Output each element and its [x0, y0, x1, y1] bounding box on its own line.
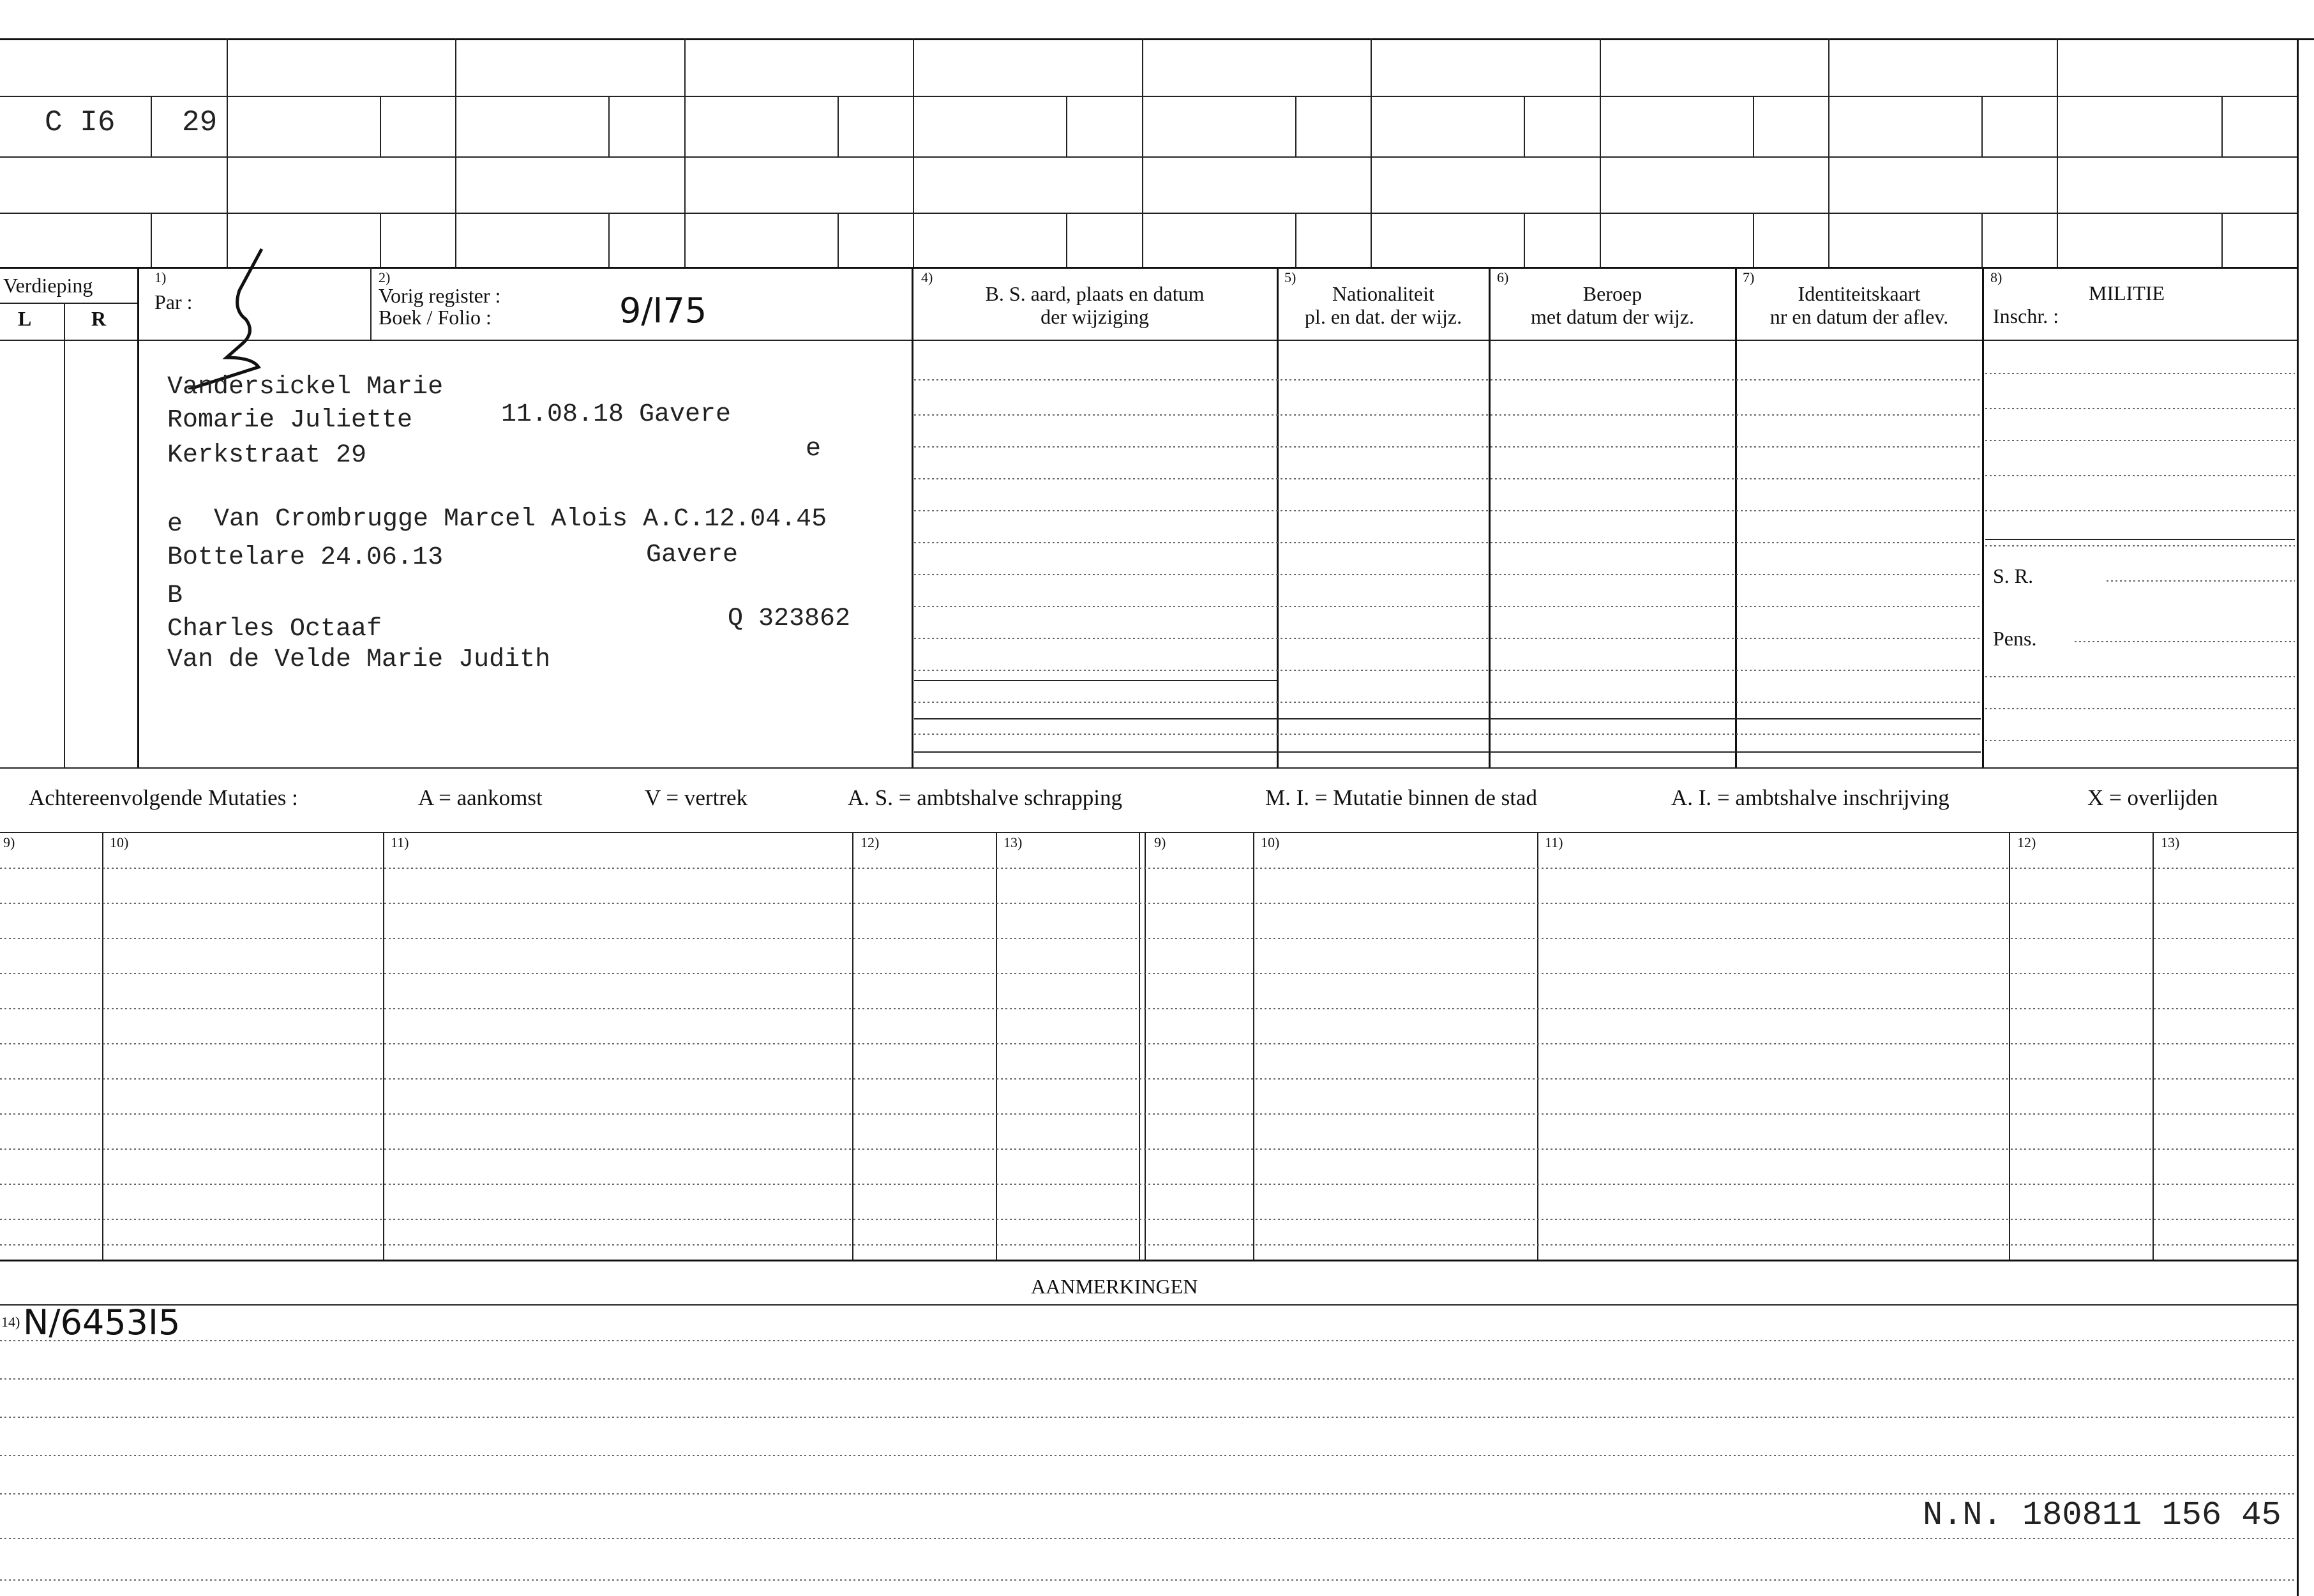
- verdieping-label: Verdieping: [3, 274, 93, 297]
- id-header-line2: nr en datum der aflev.: [1769, 305, 1949, 328]
- beroep-header-line2: met datum der wijz.: [1531, 305, 1694, 328]
- remarks-ruled-lines: [0, 1328, 2298, 1596]
- mutation-col-number: 13): [2161, 834, 2180, 850]
- boek-folio-label: Boek / Folio :: [379, 306, 492, 329]
- spouse-prefix: e: [167, 510, 183, 539]
- militie-label: MILITIE: [2089, 282, 2165, 305]
- bs-header-line1: B. S. aard, plaats en datum: [985, 282, 1205, 305]
- nat-header-line1: Nationaliteit: [1332, 282, 1434, 305]
- footnote-2: 2): [379, 269, 391, 285]
- e-mark: e: [806, 435, 822, 463]
- person-name-line1: Vandersickel Marie: [167, 373, 444, 402]
- id-card-number: Q 323862: [728, 605, 851, 633]
- mutation-col-number: 9): [3, 834, 15, 850]
- footnote-8: 8): [1990, 269, 2002, 285]
- footnote-4: 4): [921, 269, 933, 285]
- beroep-header-line1: Beroep: [1582, 282, 1642, 305]
- mutation-legend-item: X = overlijden: [2087, 785, 2218, 810]
- vorig-register-label: Vorig register :: [379, 284, 501, 307]
- sr-label: S. R.: [1993, 564, 2034, 587]
- mutation-col-number: 12): [2017, 834, 2036, 850]
- col-l-label: L: [18, 307, 32, 330]
- mutation-col-number: 11): [391, 834, 409, 850]
- remarks-title: AANMERKINGEN: [1031, 1275, 1198, 1298]
- spouse-name: Van Crombrugge Marcel Alois A.C.12.04.45: [214, 505, 827, 534]
- pens-label: Pens.: [1993, 627, 2037, 650]
- spouse-place: Gavere: [646, 541, 739, 569]
- boek-folio-value: 9/I75: [619, 290, 707, 331]
- footnote-14: 14): [1, 1314, 20, 1330]
- col-r-label: R: [91, 307, 107, 330]
- inschr-label: Inschr. :: [1993, 305, 2059, 327]
- mutations-title: Achtereenvolgende Mutaties :: [29, 785, 298, 810]
- mutation-legend-item: M. I. = Mutatie binnen de stad: [1265, 785, 1538, 810]
- mutation-legend-item: A. S. = ambtshalve schrapping: [848, 785, 1122, 810]
- remarks-reference: N/6453I5: [23, 1302, 181, 1343]
- national-number: N.N. 180811 156 45: [1923, 1496, 2281, 1534]
- mutation-col-number: 13): [1003, 834, 1023, 850]
- mutation-legend-item: V = vertrek: [645, 785, 748, 810]
- remarks-title-rule: [0, 1304, 2297, 1306]
- spouse-birth: Bottelare 24.06.13: [167, 543, 444, 572]
- person-address: Kerkstraat 29: [167, 441, 367, 470]
- par-label: Par :: [154, 290, 193, 313]
- mutation-legend-item: A. I. = ambtshalve inschrijving: [1671, 785, 1950, 810]
- footnote-6: 6): [1497, 269, 1509, 285]
- footnote-5: 5): [1284, 269, 1296, 285]
- person-name-line2: Romarie Juliette: [167, 406, 413, 435]
- mutation-ruled-lines: [0, 830, 2298, 1264]
- footnote-1: 1): [154, 269, 167, 285]
- person-birth: 11.08.18 Gavere: [501, 400, 732, 429]
- bs-header-line2: der wijziging: [1041, 305, 1149, 328]
- id-header-line1: Identiteitskaart: [1798, 282, 1921, 305]
- nat-header-line2: pl. en dat. der wijz.: [1304, 305, 1462, 328]
- b-mark: B: [167, 582, 183, 610]
- mother-name: Van de Velde Marie Judith: [167, 645, 551, 674]
- mutation-col-number: 10): [110, 834, 129, 850]
- mutation-col-number: 11): [1545, 834, 1563, 850]
- mutation-col-number: 12): [860, 834, 880, 850]
- register-number: 29: [182, 106, 218, 139]
- mutation-col-number: 10): [1261, 834, 1280, 850]
- father-name: Charles Octaaf: [167, 615, 382, 644]
- footnote-7: 7): [1743, 269, 1755, 285]
- mutation-col-number: 9): [1154, 834, 1166, 850]
- mutation-legend-item: A = aankomst: [418, 785, 543, 810]
- register-code: C I6: [45, 106, 116, 139]
